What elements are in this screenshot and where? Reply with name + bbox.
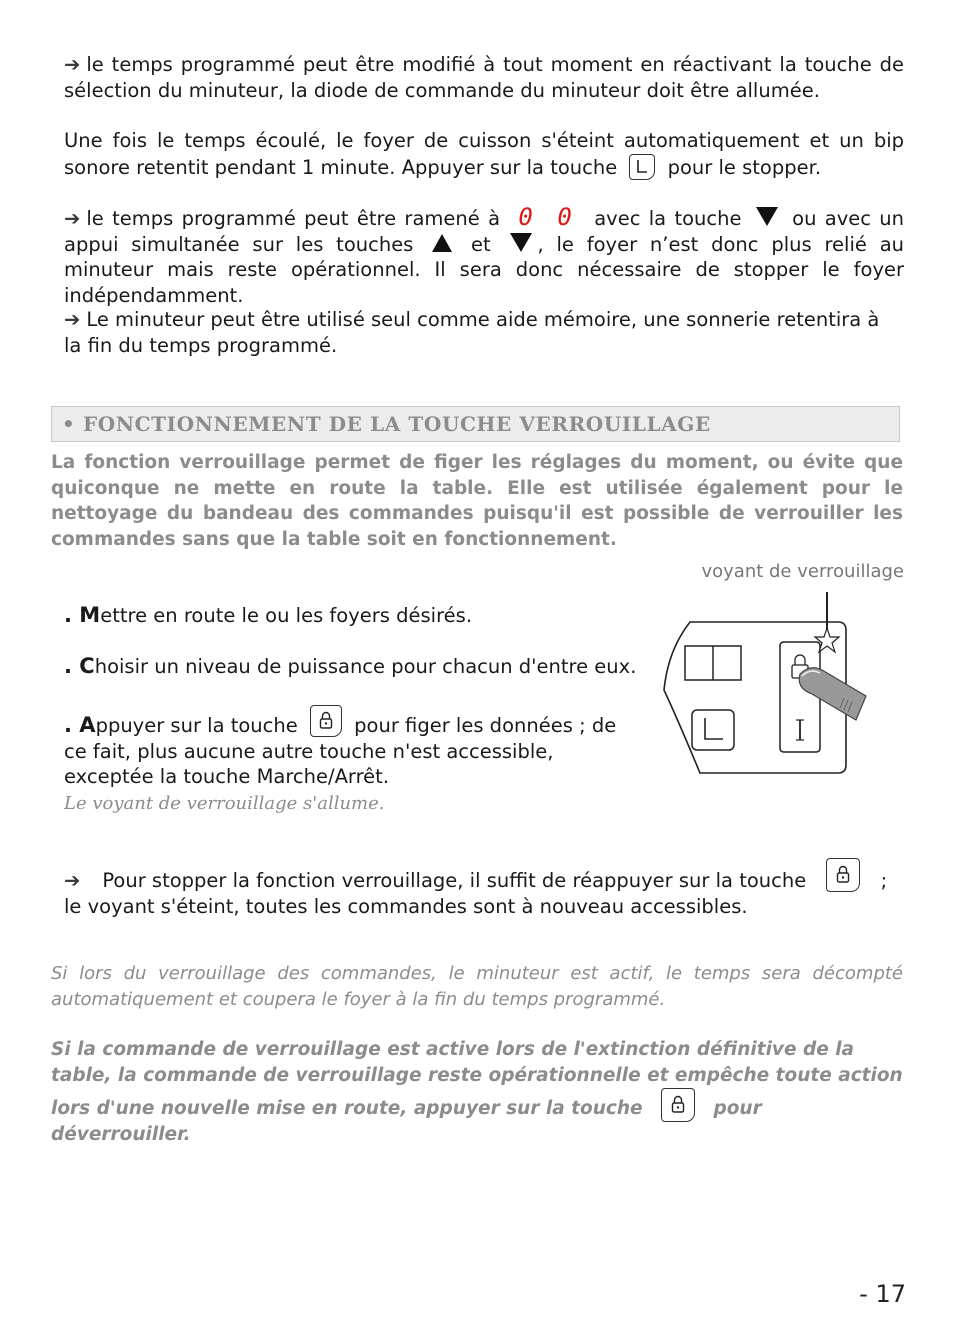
section-header-lock — [51, 406, 900, 442]
section-title: • FONCTIONNEMENT DE LA TOUCHE VERROUILLAGE — [62, 412, 711, 436]
figure-caption: voyant de verrouillage — [701, 561, 904, 582]
step-press-lock — [64, 705, 619, 816]
timer-key-icon — [629, 154, 655, 180]
paragraph-text: , le foyer n’est donc plus relié au minuteur mais reste opérationnel. Il sera donc nécessaire de stopper le foyer indépendamment. — [64, 232, 905, 307]
minus-triangle-icon — [756, 207, 778, 226]
step-initial: M — [79, 603, 101, 627]
paragraph-text: ; le voyant s'éteint, toutes les commandes sont à nouveau accessibles. — [64, 869, 888, 918]
plus-triangle-icon — [432, 234, 452, 252]
paragraph-text: le temps programmé peut être modifié à tout moment en réactivant la touche de sélection du minuteur, la diode de commande du minuteur doit être allumée. — [64, 53, 904, 102]
arrow-icon: ➔ — [64, 207, 81, 230]
paragraph-text: le temps programmé peut être ramené à — [86, 207, 501, 230]
step-initial: C — [79, 654, 95, 678]
paragraph-text: Pour stopper la fonction verrouillage, il suffit de réappuyer sur la touche — [102, 869, 807, 892]
note-timer-during-lock: Si lors du verrouillage des commandes, le minuteur est actif, le temps sera décompté automatiquement et coupera le foyer à la fin du temps programmé. — [51, 963, 903, 1010]
paragraph-text: ou avec un appui simultanée sur les touches — [64, 207, 905, 256]
note-text: pour déverrouiller. — [51, 1098, 762, 1145]
lock-key-icon — [310, 705, 342, 737]
step-text: pour figer les données ; de ce fait, plus aucune autre touche n'est accessible, exceptée la touche Marche/Arrêt. — [64, 714, 617, 788]
paragraph-text: et — [471, 232, 491, 256]
note-lock-on-shutdown — [51, 1037, 903, 1148]
paragraph-text: Le minuteur peut être utilisé seul comme aide mémoire, une sonnerie retentira à la fin du temps programmé. — [64, 308, 880, 357]
timer-display-zero: 0 0 — [518, 203, 576, 231]
lock-intro-text: La fonction verrouillage permet de figer les réglages du moment, ou évite que quiconque ne mette en route la table. Elle est utilisée également pour le nettoyage du bandeau des commandes puisqu'il est possible de verrouiller les commandes sans que la table soit en fonctionnement. — [51, 452, 903, 550]
paragraph-timer-reset — [64, 205, 904, 308]
paragraph-text: avec la touche — [594, 207, 742, 230]
minus-triangle-icon — [510, 233, 532, 252]
paragraph-timer-memo — [64, 307, 884, 358]
lock-led-note: Le voyant de verrouillage s'allume. — [64, 792, 385, 814]
paragraph-timer-modify — [64, 52, 904, 103]
note-text: Si la commande de verrouillage est active lors de l'extinction définitive de la table, la commande de verrouillage reste opérationnelle et empêche toute action lors d'une nouvelle mise en route, appuyer sur la touche — [51, 1039, 903, 1119]
lock-key-icon — [661, 1088, 695, 1122]
arrow-icon: ➔ — [64, 53, 81, 76]
paragraph-unlock — [64, 858, 904, 919]
step-initial: A — [79, 713, 96, 737]
step-start-burners — [64, 603, 644, 629]
paragraph-time-elapsed — [64, 128, 904, 180]
lock-key-icon — [826, 858, 860, 892]
arrow-icon: ➔ — [64, 869, 81, 892]
arrow-icon: ➔ — [64, 308, 81, 331]
control-panel-illustration — [660, 590, 880, 795]
paragraph-text: pour le stopper. — [667, 155, 822, 179]
paragraph-text: Une fois le temps écoulé, le foyer de cuisson s'éteint automatiquement et un bip sonore retentit pendant 1 minute. Appuyer sur la touche — [64, 129, 904, 179]
step-bullet: . — [64, 654, 80, 678]
step-bullet: . — [64, 713, 80, 737]
page-number: - 17 — [859, 1280, 906, 1308]
step-text: ppuyer sur la touche — [95, 714, 298, 737]
step-bullet: . — [64, 603, 80, 627]
step-text: hoisir un niveau de puissance pour chacun d'entre eux. — [94, 655, 637, 678]
step-text: ettre en route le ou les foyers désirés. — [100, 604, 473, 627]
step-choose-power — [64, 654, 644, 680]
